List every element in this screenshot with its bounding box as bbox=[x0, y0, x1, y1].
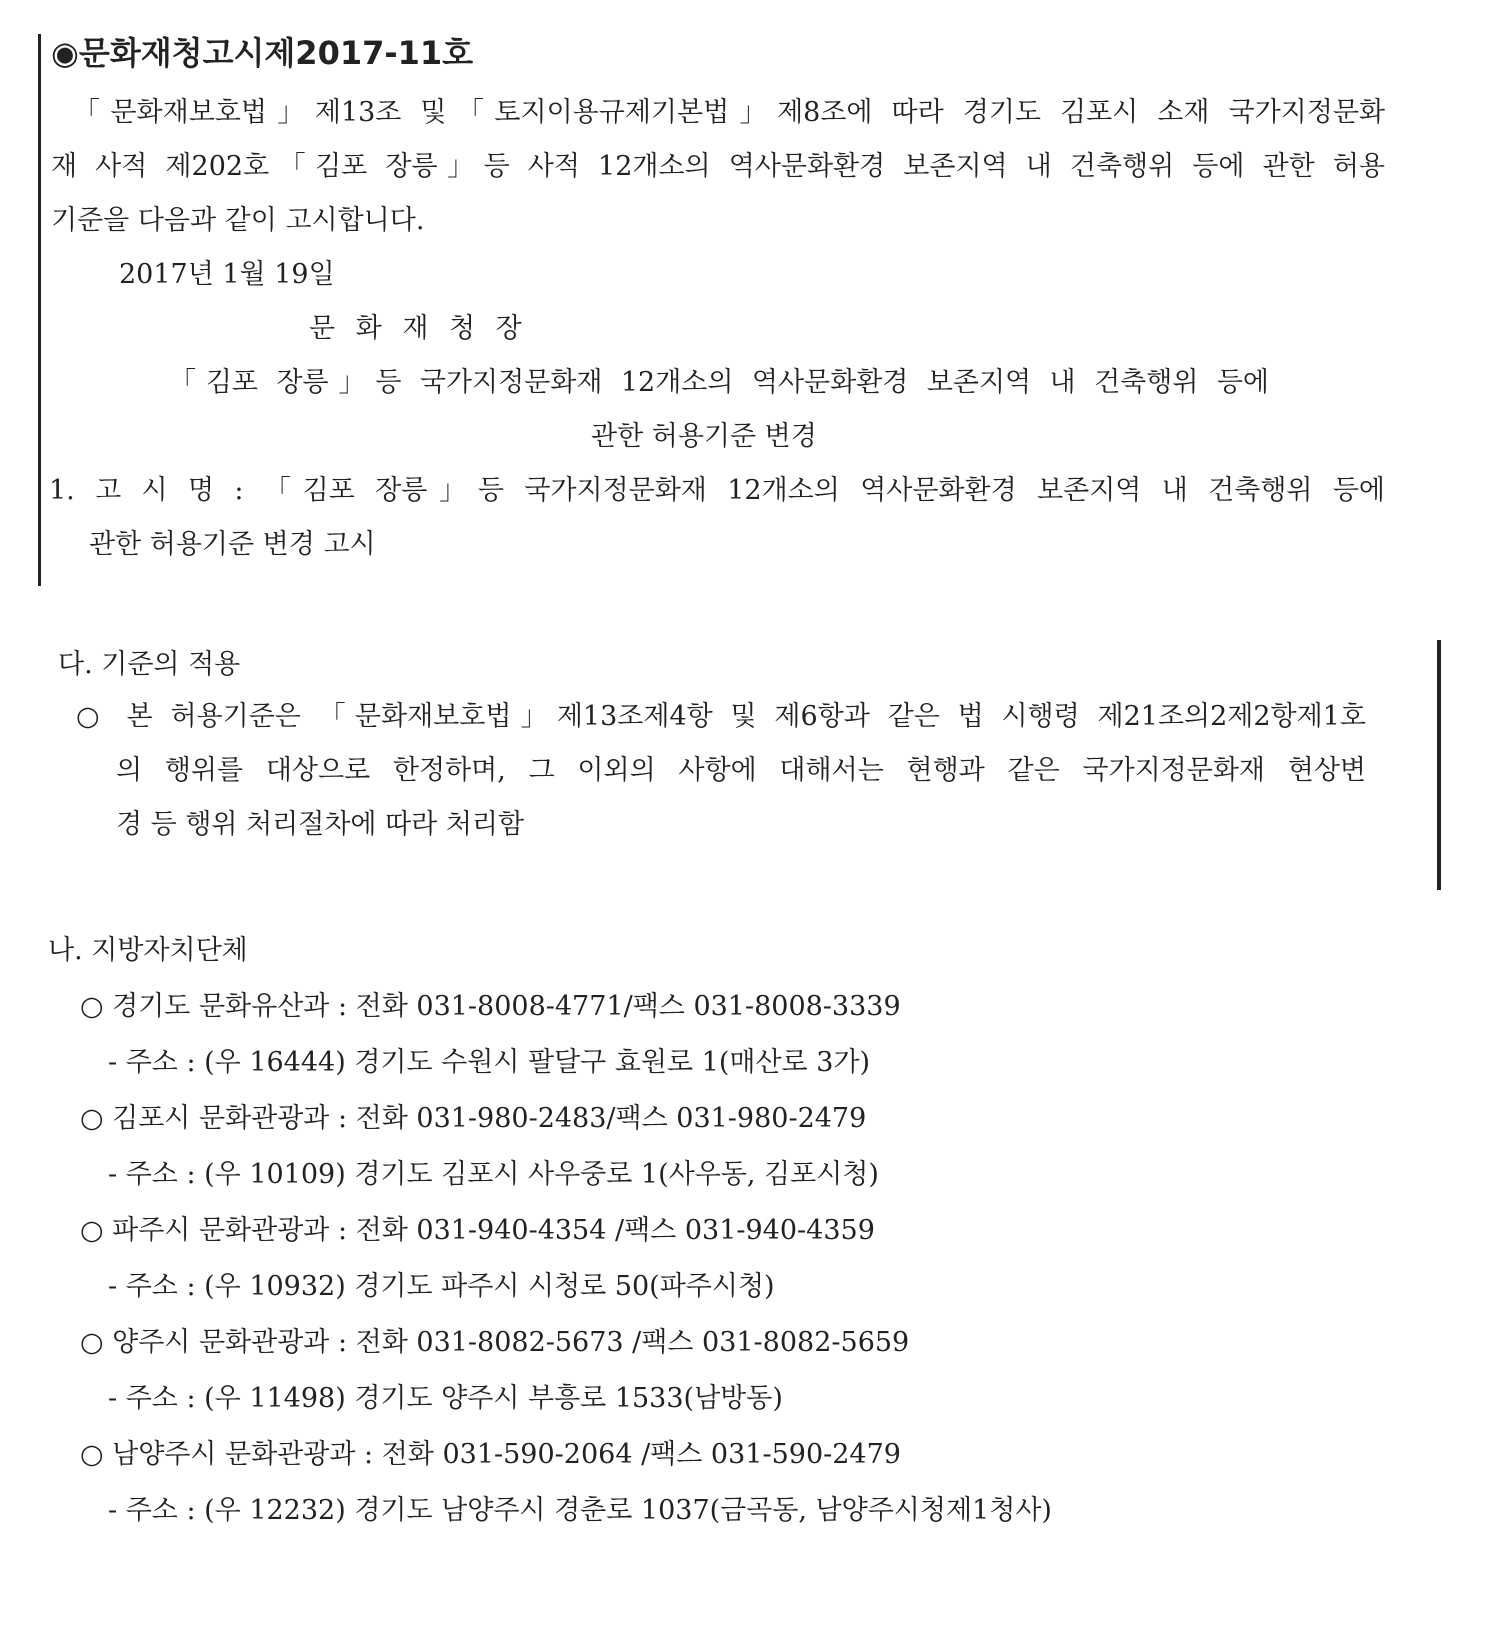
local-gov-heading: 나. 지방자치단체 bbox=[48, 935, 248, 966]
criteria-bullet-line: ○ 본 허용기준은 「문화재보호법」제13조제4항 및 제6항과 같은 법 시행령 제21조의2제2항제1호 bbox=[76, 701, 1366, 732]
notice-body-line: 「문화재보호법」제13조 및「토지이용규제기본법」제8조에 따라 경기도 김포시 소재 국가지정문화 bbox=[73, 97, 1385, 128]
criteria-bullet-line: 경 등 행위 처리절차에 따라 처리함 bbox=[116, 809, 525, 840]
notice-issuer: 문 화 재 청 장 bbox=[309, 313, 528, 344]
address-line: - 주소 : (우 10932) 경기도 파주시 시청로 50(파주시청) bbox=[108, 1271, 775, 1302]
notice-section bbox=[38, 34, 1441, 586]
contact-line: ○ 경기도 문화유산과 : 전화 031-8008-4771/팩스 031-8008-3339 bbox=[80, 991, 901, 1022]
address-line: - 주소 : (우 11498) 경기도 양주시 부흥로 1533(남방동) bbox=[108, 1383, 783, 1414]
address-line: - 주소 : (우 12232) 경기도 남양주시 경춘로 1037(금곡동, 남양주시청제1청사) bbox=[108, 1495, 1052, 1526]
contact-line: ○ 양주시 문화관광과 : 전화 031-8082-5673 /팩스 031-8082-5659 bbox=[80, 1327, 910, 1358]
address-line: - 주소 : (우 16444) 경기도 수원시 팔달구 효원로 1(매산로 3가) bbox=[108, 1047, 870, 1078]
notice-subject-line: 「김포 장릉」등 국가지정문화재 12개소의 역사문화환경 보존지역 내 건축행위 등에 bbox=[169, 367, 1269, 398]
contact-line: ○ 남양주시 문화관광과 : 전화 031-590-2064 /팩스 031-590-2479 bbox=[80, 1439, 901, 1470]
address-line: - 주소 : (우 10109) 경기도 김포시 사우중로 1(사우동, 김포시청) bbox=[108, 1159, 879, 1190]
contact-line: ○ 파주시 문화관광과 : 전화 031-940-4354 /팩스 031-940-4359 bbox=[80, 1215, 875, 1246]
notice-item1-line: 관한 허용기준 변경 고시 bbox=[89, 529, 376, 560]
notice-item1-line: 1. 고 시 명 : 「김포 장릉」등 국가지정문화재 12개소의 역사문화환경 보존지역 내 건축행위 등에 bbox=[49, 475, 1385, 506]
criteria-heading: 다. 기준의 적용 bbox=[58, 649, 241, 680]
criteria-bullet-line: 의 행위를 대상으로 한정하며, 그 이외의 사항에 대해서는 현행과 같은 국가지정문화재 현상변 bbox=[116, 755, 1366, 786]
contact-line: ○ 김포시 문화관광과 : 전화 031-980-2483/팩스 031-980-2479 bbox=[80, 1103, 867, 1134]
notice-date: 2017년 1월 19일 bbox=[119, 259, 335, 290]
notice-title: ◉문화재청고시제2017-11호 bbox=[51, 34, 474, 72]
notice-body-line: 기준을 다음과 같이 고시합니다. bbox=[51, 205, 425, 236]
local-gov-section bbox=[0, 930, 1490, 1580]
notice-subject-line: 관한 허용기준 변경 bbox=[591, 421, 817, 452]
notice-body-line: 재 사적 제202호「김포 장릉」등 사적 12개소의 역사문화환경 보존지역 내 건축행위 등에 관한 허용 bbox=[51, 151, 1385, 182]
criteria-section bbox=[0, 640, 1441, 890]
